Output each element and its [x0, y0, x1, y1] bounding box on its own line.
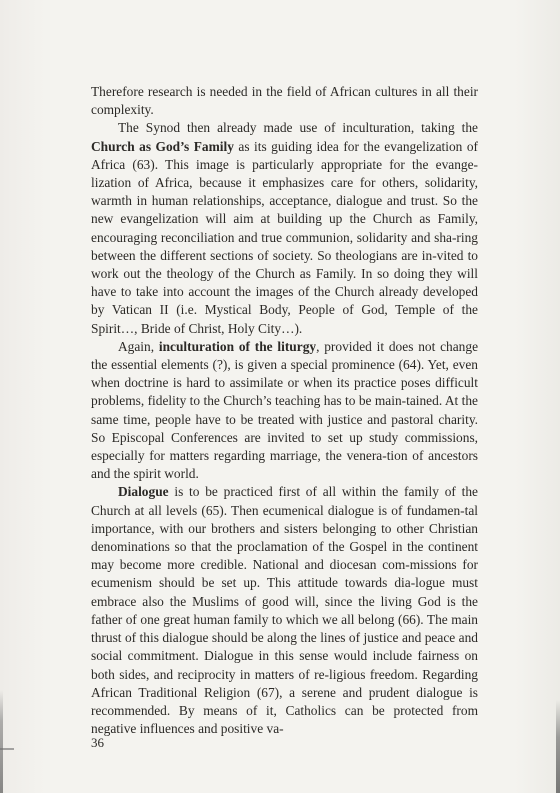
scan-edge-mark [0, 748, 14, 750]
text-run: as its guiding idea for the evangelization of Africa (63). This image is particularly appropriate for the evange-lization of Africa, because it emphasizes care for others, solidarity, warmth in human relationships, acceptance, dialogue and trust. So the new evangelization will aim at building up the Church as Family, encouraging reconciliation and true communion, solidarity and sha-ring between the different sections of society. So theologians are in-vited to work out the theology of the Church as Family. In so doing they will have to take into account the images of the Church already developed by Vatican II (i.e. Mystical Body, People of God, Temple of the Spirit…, Bride of Christ, Holy City…). [91, 138, 478, 336]
paragraph [91, 119, 478, 337]
text-run: , provided it does not change the essential elements (?), is given a special prominence (64). Yet, even when doctrine is hard to assimilate or when its practice poses difficult problems, fidelity to the Church’s teaching has to be main-tained. At the same time, people have to be treated with justice and pastoral charity. So Episcopal Conferences are invited to set up study commissions, especially for matters regarding marriage, the venera-tion of ancestors and the spirit world. [91, 338, 479, 482]
bold-term: Church as God’s Family [91, 138, 234, 154]
text-run: is to be practiced first of all within the family of the Church at all levels (65). Then ecumenical dialogue is of fundamen-tal importance, with our brothers and sisters belonging to other Christian denominations so that the proclamation of the Gospel in the continent may become more credible. National and diocesan com-missions for ecumenism should be set up. This attitude towards dia-logue must embrace also the Muslims of good will, since the living God is the father of one great human family to which we all belong (66). The main thrust of this dialogue should be along the lines of justice and peace and social commitment. Dialogue in this sense would include fairness on both sides, and reciprocity in matters of re-ligious freedom. Regarding African Traditional Religion (67), a serene and prudent dialogue is recommended. By means of it, Catholics can be protected from negative influences and positive va- [91, 484, 478, 737]
scan-edge-left [0, 690, 3, 793]
paragraph [91, 483, 478, 738]
bold-term: Dialogue [118, 484, 169, 500]
page-number: 36 [91, 735, 104, 750]
scan-edge-right [556, 700, 560, 793]
text-run: Therefore research is needed in the field of African cultures in all their complexity. [91, 84, 478, 118]
body-text [91, 83, 478, 738]
text-run: The Synod then already made use of inculturation, taking the [118, 120, 478, 136]
paragraph [91, 83, 478, 119]
bold-term: inculturation of the liturgy [158, 338, 317, 354]
text-run: Again, [118, 338, 159, 354]
paragraph [91, 338, 478, 484]
